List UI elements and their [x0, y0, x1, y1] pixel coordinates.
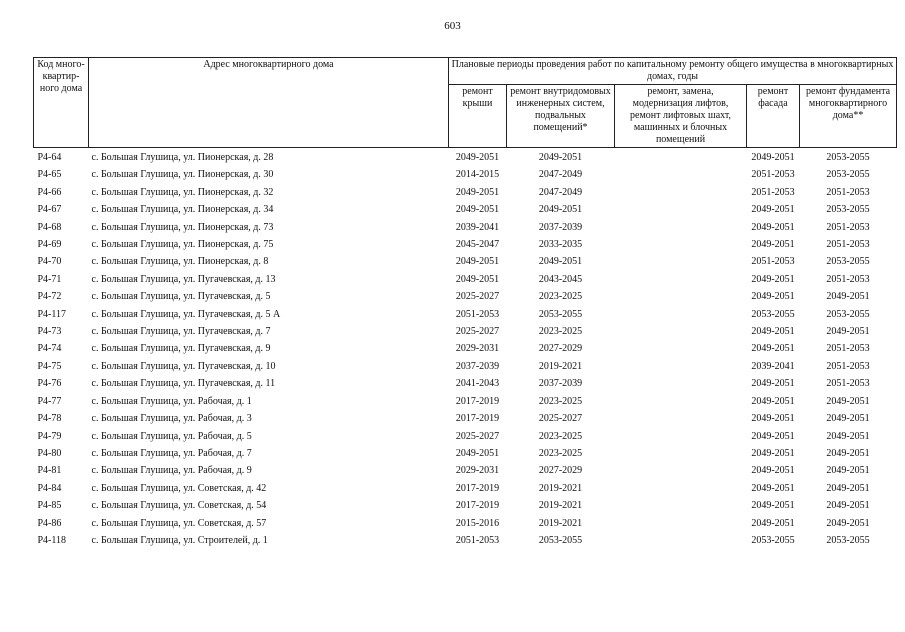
cell-engineering: 2053-2055	[538, 308, 583, 320]
cell-address: с. Большая Глушица, ул. Пугачевская, д. 5 А	[91, 308, 281, 320]
cell-lifts	[615, 428, 747, 445]
cell-address: с. Большая Глушица, ул. Пугачевская, д. 10	[91, 360, 276, 372]
cell-code: Р4-80	[37, 447, 62, 459]
cell-facade: 2049-2051	[751, 221, 795, 233]
cell-engineering: 2049-2051	[538, 256, 583, 268]
cell-foundation: 2049-2051	[826, 447, 870, 459]
cell-roof: 2041-2043	[455, 378, 500, 390]
cell-foundation: 2051-2053	[826, 360, 870, 372]
cell-foundation: 2053-2055	[826, 256, 870, 268]
cell-roof: 2029-2031	[455, 465, 500, 477]
cell-foundation: 2051-2053	[826, 273, 870, 285]
header-roof: ремонт крыши	[449, 85, 507, 148]
cell-engineering: 2027-2029	[538, 465, 583, 477]
cell-facade: 2049-2051	[751, 152, 795, 163]
cell-engineering: 2049-2051	[538, 152, 583, 163]
cell-address: с. Большая Глушица, ул. Пугачевская, д. 7	[91, 326, 271, 338]
cell-foundation: 2053-2055	[826, 204, 870, 216]
cell-engineering: 2025-2027	[538, 413, 583, 425]
table-row	[34, 358, 897, 375]
cell-facade: 2049-2051	[751, 326, 795, 338]
cell-engineering: 2019-2021	[538, 517, 583, 529]
cell-engineering: 2023-2025	[538, 326, 583, 338]
cell-foundation: 2053-2055	[826, 152, 870, 163]
cell-facade: 2049-2051	[751, 430, 795, 442]
table-row	[34, 428, 897, 445]
table-row	[34, 462, 897, 479]
cell-roof: 2025-2027	[455, 326, 500, 338]
cell-lifts	[615, 288, 747, 305]
cell-lifts	[615, 340, 747, 357]
cell-engineering: 2047-2049	[538, 169, 583, 181]
cell-code: Р4-77	[37, 395, 62, 407]
cell-roof: 2049-2051	[455, 447, 500, 459]
cell-roof: 2049-2051	[455, 273, 500, 285]
cell-code: Р4-74	[37, 343, 62, 355]
cell-foundation: 2049-2051	[826, 395, 870, 407]
cell-code: Р4-85	[37, 500, 62, 512]
header-code: Код много-квартир-ного дома	[34, 58, 89, 148]
cell-lifts	[615, 323, 747, 340]
cell-roof: 2025-2027	[455, 430, 500, 442]
header-row-main	[34, 58, 897, 85]
cell-code: Р4-118	[37, 534, 67, 546]
cell-facade: 2049-2051	[751, 465, 795, 477]
cell-roof: 2037-2039	[455, 360, 500, 372]
cell-code: Р4-69	[37, 239, 62, 251]
cell-code: Р4-81	[37, 465, 62, 477]
cell-roof: 2045-2047	[455, 239, 500, 251]
table-row	[34, 532, 897, 549]
cell-facade: 2049-2051	[751, 291, 795, 303]
table-row	[34, 480, 897, 497]
cell-address: с. Большая Глушица, ул. Рабочая, д. 1	[91, 395, 252, 407]
cell-lifts	[615, 497, 747, 514]
cell-facade: 2049-2051	[751, 413, 795, 425]
cell-lifts	[615, 358, 747, 375]
table-row	[34, 288, 897, 305]
cell-address: с. Большая Глушица, ул. Советская, д. 54	[91, 500, 267, 512]
cell-facade: 2053-2055	[751, 534, 795, 546]
cell-code: Р4-65	[37, 169, 62, 181]
cell-engineering: 2023-2025	[538, 447, 583, 459]
table-row	[34, 166, 897, 183]
cell-roof: 2015-2016	[455, 517, 500, 529]
cell-roof: 2051-2053	[455, 308, 500, 320]
cell-lifts	[615, 393, 747, 410]
cell-engineering: 2023-2025	[538, 430, 583, 442]
page-number: 603	[444, 20, 461, 32]
cell-engineering: 2047-2049	[538, 186, 583, 198]
cell-code: Р4-72	[37, 291, 62, 303]
cell-facade: 2049-2051	[751, 447, 795, 459]
cell-foundation: 2049-2051	[826, 517, 870, 529]
cell-address: с. Большая Глушица, ул. Советская, д. 42	[91, 482, 267, 494]
cell-roof: 2049-2051	[455, 152, 500, 163]
cell-address: с. Большая Глушица, ул. Пугачевская, д. 9	[91, 343, 271, 355]
cell-code: Р4-76	[37, 378, 62, 390]
cell-roof: 2025-2027	[455, 291, 500, 303]
cell-roof: 2029-2031	[455, 343, 500, 355]
cell-code: Р4-64	[37, 152, 62, 163]
cell-roof: 2049-2051	[455, 186, 500, 198]
cell-roof: 2039-2041	[455, 221, 500, 233]
cell-facade: 2051-2053	[751, 169, 795, 181]
table-row	[34, 219, 897, 236]
cell-roof: 2017-2019	[455, 413, 500, 425]
table-row	[34, 375, 897, 392]
cell-address: с. Большая Глушица, ул. Строителей, д. 1	[91, 534, 268, 546]
table-row	[34, 306, 897, 323]
cell-code: Р4-86	[37, 517, 62, 529]
cell-facade: 2049-2051	[751, 273, 795, 285]
cell-lifts	[615, 532, 747, 549]
cell-facade: 2039-2041	[751, 360, 795, 372]
cell-foundation: 2051-2053	[826, 239, 870, 251]
cell-lifts	[615, 184, 747, 201]
cell-lifts	[615, 480, 747, 497]
cell-facade: 2049-2051	[751, 482, 795, 494]
table-row	[34, 340, 897, 357]
cell-facade: 2049-2051	[751, 378, 795, 390]
cell-address: с. Большая Глушица, ул. Рабочая, д. 7	[91, 447, 252, 459]
cell-address: с. Большая Глушица, ул. Пионерская, д. 30	[91, 169, 274, 181]
cell-address: с. Большая Глушица, ул. Пионерская, д. 73	[91, 221, 274, 233]
cell-lifts	[615, 219, 747, 236]
cell-address: с. Большая Глушица, ул. Рабочая, д. 5	[91, 430, 252, 442]
table-row	[34, 271, 897, 288]
cell-code: Р4-79	[37, 430, 62, 442]
cell-roof: 2017-2019	[455, 395, 500, 407]
table-row	[34, 497, 897, 514]
cell-roof: 2017-2019	[455, 482, 500, 494]
cell-lifts	[615, 462, 747, 479]
table-row	[34, 393, 897, 410]
cell-engineering: 2019-2021	[538, 360, 583, 372]
cell-engineering: 2033-2035	[538, 239, 583, 251]
table-row	[34, 148, 897, 167]
table-row	[34, 445, 897, 462]
cell-lifts	[615, 148, 747, 167]
cell-roof: 2014-2015	[455, 169, 500, 181]
cell-facade: 2051-2053	[751, 186, 795, 198]
header-engineering: ремонт внутридомовых инженерных систем, подвальных помещений*	[507, 85, 615, 148]
cell-roof: 2049-2051	[455, 204, 500, 216]
cell-address: с. Большая Глушица, ул. Советская, д. 57	[91, 517, 267, 529]
table-row	[34, 253, 897, 270]
cell-engineering: 2023-2025	[538, 291, 583, 303]
cell-lifts	[615, 166, 747, 183]
cell-engineering: 2053-2055	[538, 534, 583, 546]
table-row	[34, 201, 897, 218]
cell-engineering: 2027-2029	[538, 343, 583, 355]
cell-code: Р4-75	[37, 360, 62, 372]
cell-foundation: 2053-2055	[826, 534, 870, 546]
cell-foundation: 2051-2053	[826, 186, 870, 198]
table-row	[34, 236, 897, 253]
table-row	[34, 184, 897, 201]
cell-engineering: 2037-2039	[538, 378, 583, 390]
cell-code: Р4-66	[37, 186, 62, 198]
cell-lifts	[615, 253, 747, 270]
cell-facade: 2053-2055	[751, 308, 795, 320]
cell-code: Р4-68	[37, 221, 62, 233]
cell-foundation: 2049-2051	[826, 326, 870, 338]
cell-roof: 2049-2051	[455, 256, 500, 268]
cell-address: с. Большая Глушица, ул. Рабочая, д. 9	[91, 465, 252, 477]
header-address: Адрес многоквартирного дома	[89, 58, 449, 148]
cell-code: Р4-78	[37, 413, 62, 425]
cell-code: Р4-117	[37, 308, 67, 320]
cell-lifts	[615, 201, 747, 218]
cell-lifts	[615, 271, 747, 288]
cell-address: с. Большая Глушица, ул. Пионерская, д. 28	[91, 152, 274, 163]
cell-address: с. Большая Глушица, ул. Пугачевская, д. 5	[91, 291, 271, 303]
cell-engineering: 2037-2039	[538, 221, 583, 233]
cell-address: с. Большая Глушица, ул. Пионерская, д. 75	[91, 239, 274, 251]
header-foundation: ремонт фундамента многоквартирного дома**	[800, 85, 897, 148]
cell-address: с. Большая Глушица, ул. Пионерская, д. 34	[91, 204, 274, 216]
cell-roof: 2017-2019	[455, 500, 500, 512]
cell-engineering: 2049-2051	[538, 204, 583, 216]
cell-facade: 2051-2053	[751, 256, 795, 268]
cell-address: с. Большая Глушица, ул. Пугачевская, д. 11	[91, 378, 276, 390]
cell-lifts	[615, 445, 747, 462]
cell-address: с. Большая Глушица, ул. Пугачевская, д. 13	[91, 273, 276, 285]
header-periods: Плановые периоды проведения работ по капитальному ремонту общего имущества в многоквартирных домах, годы	[449, 58, 897, 85]
cell-engineering: 2023-2025	[538, 395, 583, 407]
header-facade: ремонт фасада	[747, 85, 800, 148]
cell-lifts	[615, 236, 747, 253]
cell-foundation: 2049-2051	[826, 465, 870, 477]
cell-foundation: 2049-2051	[826, 413, 870, 425]
repair-schedule-table	[33, 57, 897, 549]
cell-facade: 2049-2051	[751, 239, 795, 251]
cell-engineering: 2019-2021	[538, 500, 583, 512]
cell-code: Р4-73	[37, 326, 62, 338]
cell-foundation: 2049-2051	[826, 500, 870, 512]
cell-code: Р4-70	[37, 256, 62, 268]
cell-facade: 2049-2051	[751, 517, 795, 529]
cell-code: Р4-84	[37, 482, 62, 494]
table-row	[34, 410, 897, 427]
cell-address: с. Большая Глушица, ул. Пионерская, д. 32	[91, 186, 274, 198]
cell-lifts	[615, 410, 747, 427]
cell-address: с. Большая Глушица, ул. Рабочая, д. 3	[91, 413, 252, 425]
cell-roof: 2051-2053	[455, 534, 500, 546]
cell-foundation: 2049-2051	[826, 430, 870, 442]
cell-code: Р4-67	[37, 204, 62, 216]
cell-lifts	[615, 306, 747, 323]
cell-foundation: 2053-2055	[826, 169, 870, 181]
header-lifts: ремонт, замена, модернизация лифтов, ремонт лифтовых шахт, машинных и блочных помещений	[615, 85, 747, 148]
cell-facade: 2049-2051	[751, 204, 795, 216]
cell-facade: 2049-2051	[751, 343, 795, 355]
cell-foundation: 2049-2051	[826, 291, 870, 303]
cell-foundation: 2051-2053	[826, 343, 870, 355]
table-row	[34, 323, 897, 340]
cell-lifts	[615, 375, 747, 392]
cell-foundation: 2051-2053	[826, 221, 870, 233]
table-row	[34, 515, 897, 532]
cell-facade: 2049-2051	[751, 500, 795, 512]
cell-facade: 2049-2051	[751, 395, 795, 407]
cell-foundation: 2053-2055	[826, 308, 870, 320]
cell-engineering: 2019-2021	[538, 482, 583, 494]
cell-foundation: 2051-2053	[826, 378, 870, 390]
cell-code: Р4-71	[37, 273, 62, 285]
cell-engineering: 2043-2045	[538, 273, 583, 285]
cell-foundation: 2049-2051	[826, 482, 870, 494]
cell-address: с. Большая Глушица, ул. Пионерская, д. 8	[91, 256, 269, 268]
cell-lifts	[615, 515, 747, 532]
